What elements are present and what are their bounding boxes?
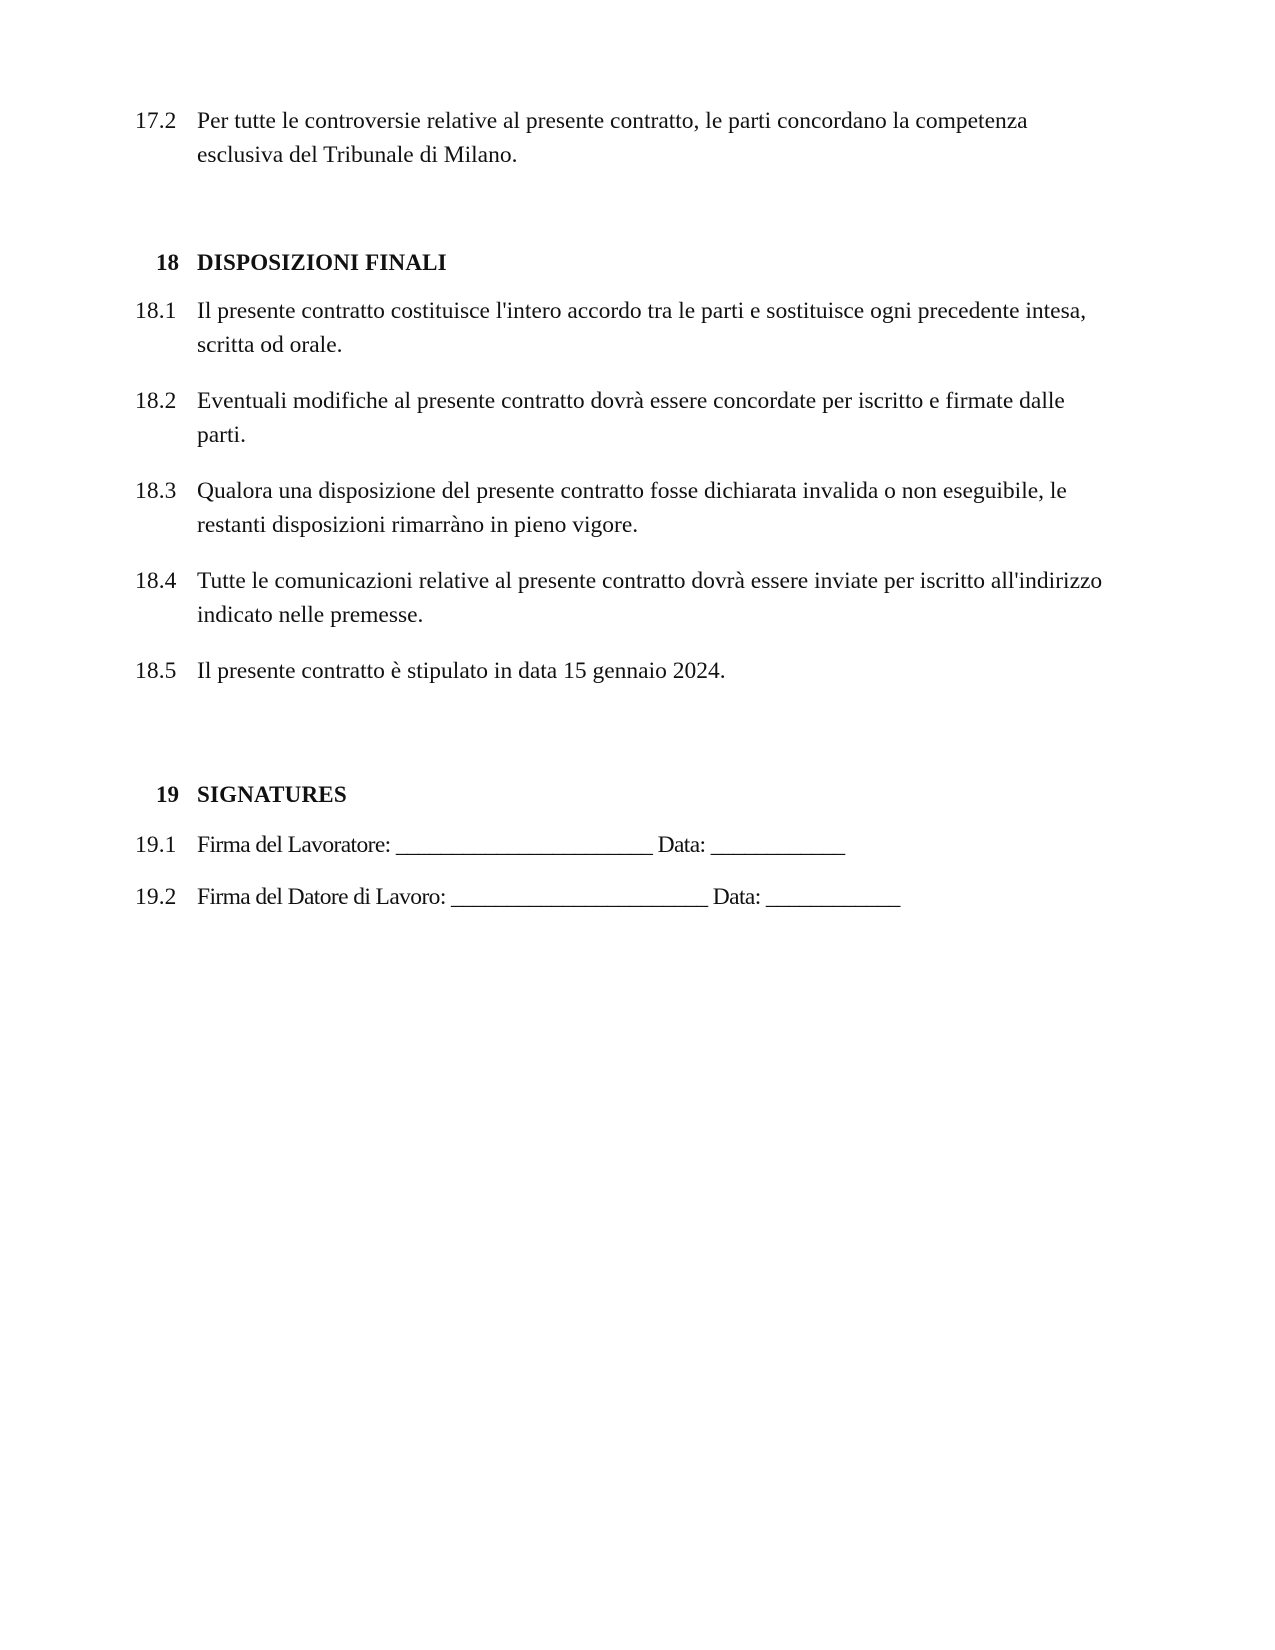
clause-text: Qualora una disposizione del presente contratto fosse dichiarata invalida o non eseguibile, le restanti disposizioni rimarràno in pieno vigore.	[197, 478, 1067, 538]
clause-text: Eventuali modifiche al presente contratto dovrà essere concordate per iscritto e firmate dalle parti.	[197, 388, 1065, 448]
section-heading-19	[135, 778, 1117, 812]
clause-text: Tutte le comunicazioni relative al presente contratto dovrà essere inviate per iscritto all'indirizzo indicato nelle premesse.	[197, 568, 1103, 628]
clause-text: Il presente contratto costituisce l'intero accordo tra le parti e sostituisce ogni precedente intesa, scritta od orale.	[197, 298, 1087, 358]
clause-18-4	[135, 564, 1117, 632]
section-heading-18	[135, 246, 1117, 280]
clause-number: 18.4	[135, 568, 177, 594]
section-number: 19	[156, 782, 179, 807]
signature-line-19-2	[135, 880, 1117, 914]
clause-17-2	[135, 104, 1117, 172]
signature-line-19-1	[135, 828, 1117, 862]
signature-field-worker[interactable]: Firma del Lavoratore: _______________________ Data: ____________	[197, 832, 845, 858]
clause-18-5	[135, 654, 1117, 688]
spacer	[135, 280, 1117, 294]
clause-18-1	[135, 294, 1117, 362]
clause-number: 19.2	[135, 884, 177, 910]
clause-18-3	[135, 474, 1117, 542]
spacer	[135, 710, 1117, 778]
clause-text: Il presente contratto è stipulato in data 15 gennaio 2024.	[197, 658, 726, 684]
clause-number: 17.2	[135, 108, 177, 134]
section-number: 18	[156, 250, 179, 275]
section-title: DISPOSIZIONI FINALI	[197, 250, 447, 275]
spacer	[135, 812, 1117, 828]
document-body	[135, 104, 1117, 932]
section-title: SIGNATURES	[197, 782, 347, 807]
spacer	[135, 194, 1117, 246]
clause-text: Per tutte le controversie relative al presente contratto, le parti concordano la competenza esclusiva del Tribunale di Milano.	[197, 108, 1028, 168]
clause-number: 18.3	[135, 478, 177, 504]
clause-number: 18.5	[135, 658, 177, 684]
clause-number: 19.1	[135, 832, 177, 858]
clause-number: 18.2	[135, 388, 177, 414]
clause-18-2	[135, 384, 1117, 452]
signature-field-employer[interactable]: Firma del Datore di Lavoro: _______________________ Data: ____________	[197, 884, 900, 910]
clause-number: 18.1	[135, 298, 177, 324]
